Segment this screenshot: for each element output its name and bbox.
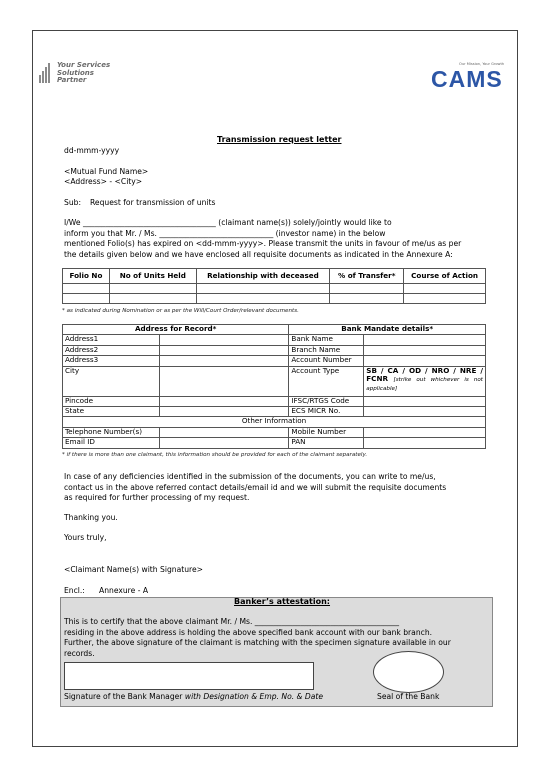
enclosure-label: Encl.: (64, 586, 85, 595)
pincode-field[interactable] (159, 396, 289, 406)
address2-label: Address2 (63, 345, 160, 355)
city-field[interactable] (159, 366, 289, 396)
claimant-signature: <Claimant Name(s) with Signature> (64, 565, 204, 574)
bank-seal-label: Seal of the Bank (377, 692, 440, 701)
bank-manager-signature-box[interactable] (64, 662, 314, 690)
folio-footnote: * as indicated during Nomination or as per the Will/Court Order/relevant documents. (62, 308, 299, 314)
branch-name-field[interactable] (364, 345, 486, 355)
relationship-header: Relationship with deceased (196, 269, 330, 284)
branch-name-label: Branch Name (289, 345, 364, 355)
telephone-label: Telephone Number(s) (63, 427, 160, 437)
letter-body: I/We ___________________________________ (claimant name(s)) solely/jointly would like to inform you that Mr. / Ms. ______________________________ (investor name) in the below mentioned Folio(s) has expired on <dd-mmm-yyyy>. Please transmit the units in favour of me/us as per the details given below and we have enclosed all requisite documents as indicated in the Annexure A: (64, 218, 462, 259)
ifsc-label: IFSC/RTGS Code (289, 396, 364, 406)
state-label: State (63, 406, 160, 416)
pan-label: PAN (289, 438, 364, 448)
account-type-label: Account Type (289, 366, 364, 396)
partner-logo-text: Your Services Solutions Partner (57, 61, 111, 84)
closing-paragraph: In case of any deficiencies identified in the submission of the documents, you can write to me/us, contact us in the above referred contact details/email id and we will submit the requisite documents as required for further processing of my request. (64, 472, 447, 502)
ecs-label: ECS MICR No. (289, 406, 364, 416)
partner-logo-icon (39, 63, 55, 83)
ecs-field[interactable] (364, 406, 486, 416)
bank-seal-circle[interactable] (373, 651, 444, 693)
address3-label: Address3 (63, 356, 160, 366)
banker-title: Banker’s attestation: (234, 597, 331, 606)
address1-label: Address1 (63, 335, 160, 345)
state-field[interactable] (159, 406, 289, 416)
letter-date: dd-mmm-yyyy (64, 146, 120, 155)
telephone-field[interactable] (159, 427, 289, 437)
bank-name-label: Bank Name (289, 335, 364, 345)
other-info-header: Other Information (63, 417, 486, 427)
subject-label: Sub: (64, 198, 82, 207)
fund-address: <Address> - <City> (64, 177, 143, 186)
bank-header: Bank Mandate details* (289, 325, 486, 335)
account-number-label: Account Number (289, 356, 364, 366)
fund-name: <Mutual Fund Name> (64, 167, 149, 176)
folio-header: Folio No (63, 269, 110, 284)
address1-field[interactable] (159, 335, 289, 345)
table-row (63, 284, 486, 294)
course-header: Course of Action (404, 269, 486, 284)
address3-field[interactable] (159, 356, 289, 366)
brand-tagline: Our Mission, Your Growth (459, 62, 505, 66)
ifsc-field[interactable] (364, 396, 486, 406)
address-bank-table (62, 324, 486, 449)
address-header: Address for Record* (63, 325, 289, 335)
address-footnote: * if there is more than one claimant, this information should be provided for each of the claimant separately. (62, 452, 368, 458)
banker-text: This is to certify that the above claimant Mr. / Ms. ______________________________________ residing in the above address is holding the above specified bank account with our bank branch. Further, the above signature of the claimant is matching with the specimen signature available in our records. (64, 617, 451, 658)
units-header: No of Units Held (109, 269, 196, 284)
transfer-header: % of Transfer* (330, 269, 404, 284)
thanking-text: Thanking you. (64, 513, 118, 522)
pan-field[interactable] (364, 438, 486, 448)
mobile-label: Mobile Number (289, 427, 364, 437)
letter-title: Transmission request letter (217, 135, 342, 144)
address2-field[interactable] (159, 345, 289, 355)
email-label: Email ID (63, 438, 160, 448)
pincode-label: Pincode (63, 396, 160, 406)
subject-text: Request for transmission of units (90, 198, 216, 207)
account-number-field[interactable] (364, 356, 486, 366)
bank-name-field[interactable] (364, 335, 486, 345)
account-type-options[interactable]: SB / CA / OD / NRO / NRE / FCNR [strike out whichever is not applicable] (364, 366, 486, 396)
email-field[interactable] (159, 438, 289, 448)
mobile-field[interactable] (364, 427, 486, 437)
cams-logo: CAMS (431, 66, 503, 92)
city-label: City (63, 366, 160, 396)
table-row (63, 294, 486, 304)
yours-truly-text: Yours truly, (64, 533, 107, 542)
bank-manager-signature-label: Signature of the Bank Manager with Designation & Emp. No. & Date (64, 692, 324, 701)
folio-table (62, 268, 486, 304)
enclosure-value: Annexure - A (99, 586, 149, 595)
